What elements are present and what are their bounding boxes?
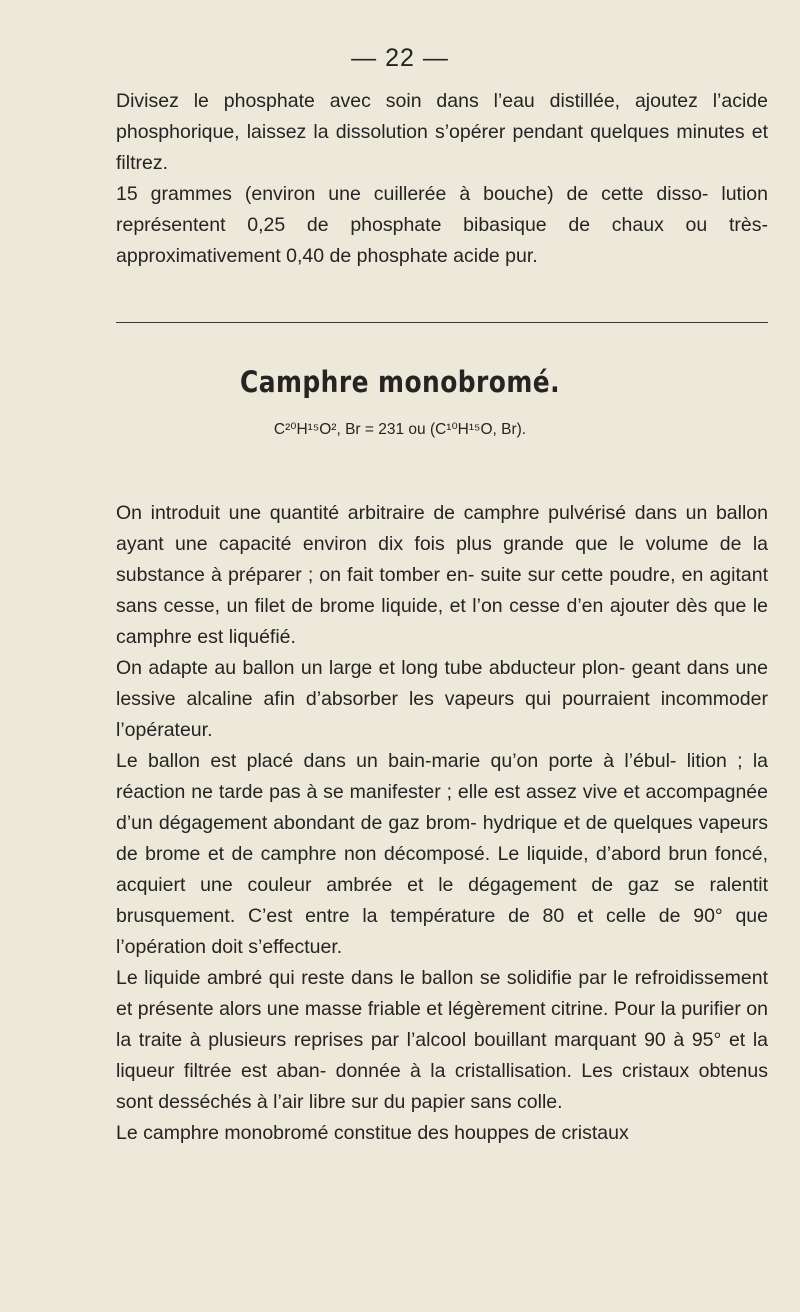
paragraph: Le ballon est placé dans un bain-marie qu’on porte à l’ébul- lition ; la réaction ne tarde pas à se manifester ; elle est assez vive et accompagnée d’un dégagement abondant de gaz brom- hydrique et de quelques vapeurs de brome et de camphre non décomposé. Le liquide, d’abord brun foncé, acquiert une couleur ambrée et le dégagement de gaz se ralentit brusquement. C’est entre la température de 80 et celle de 90° que l’opération doit s’effectuer.	[116, 750, 768, 958]
section-body	[116, 498, 768, 1149]
paragraph: Divisez le phosphate avec soin dans l’eau distillée, ajoutez l’acide phosphorique, laissez la dissolution s’opérer pendant quelques minutes et filtrez.	[116, 90, 768, 174]
paragraph: Le camphre monobromé constitue des houppes de cristaux	[116, 1122, 629, 1144]
paragraph: Le liquide ambré qui reste dans le ballon se solidifie par le refroidissement et présente alors une masse friable et légèrement citrine. Pour la purifier on la traite à plusieurs reprises par l’alcool bouillant marquant 90 à 95° et la liqueur filtrée est aban- donnée à la cristallisation. Les cristaux obtenus sont desséchés à l’air libre sur du papier sans colle.	[116, 967, 768, 1113]
chemical-formula: C²⁰H¹⁵O², Br = 231 ou (C¹⁰H¹⁵O, Br).	[273, 421, 527, 438]
paragraph: On adapte au ballon un large et long tube abducteur plon- geant dans une lessive alcaline afin d’absorber les vapeurs qui pourraient incommoder l’opérateur.	[116, 657, 768, 741]
section-divider	[116, 322, 768, 323]
paragraph: On introduit une quantité arbitraire de camphre pulvérisé dans un ballon ayant une capacité environ dix fois plus grande que le volume de la substance à préparer ; on fait tomber en- suite sur cette poudre, en agitant sans cesse, un filet de brome liquide, et l’on cesse d’en ajouter dès que le camphre est liquéfié.	[116, 502, 768, 648]
paragraph: 15 grammes (environ une cuillerée à bouche) de cette disso- lution représentent 0,25 de phosphate bibasique de chaux ou très-approximativement 0,40 de phosphate acide pur.	[116, 183, 768, 267]
section-title: Camphre monobromé.	[239, 365, 561, 399]
intro-text	[116, 86, 768, 272]
page-number: — 22 —	[351, 44, 449, 72]
